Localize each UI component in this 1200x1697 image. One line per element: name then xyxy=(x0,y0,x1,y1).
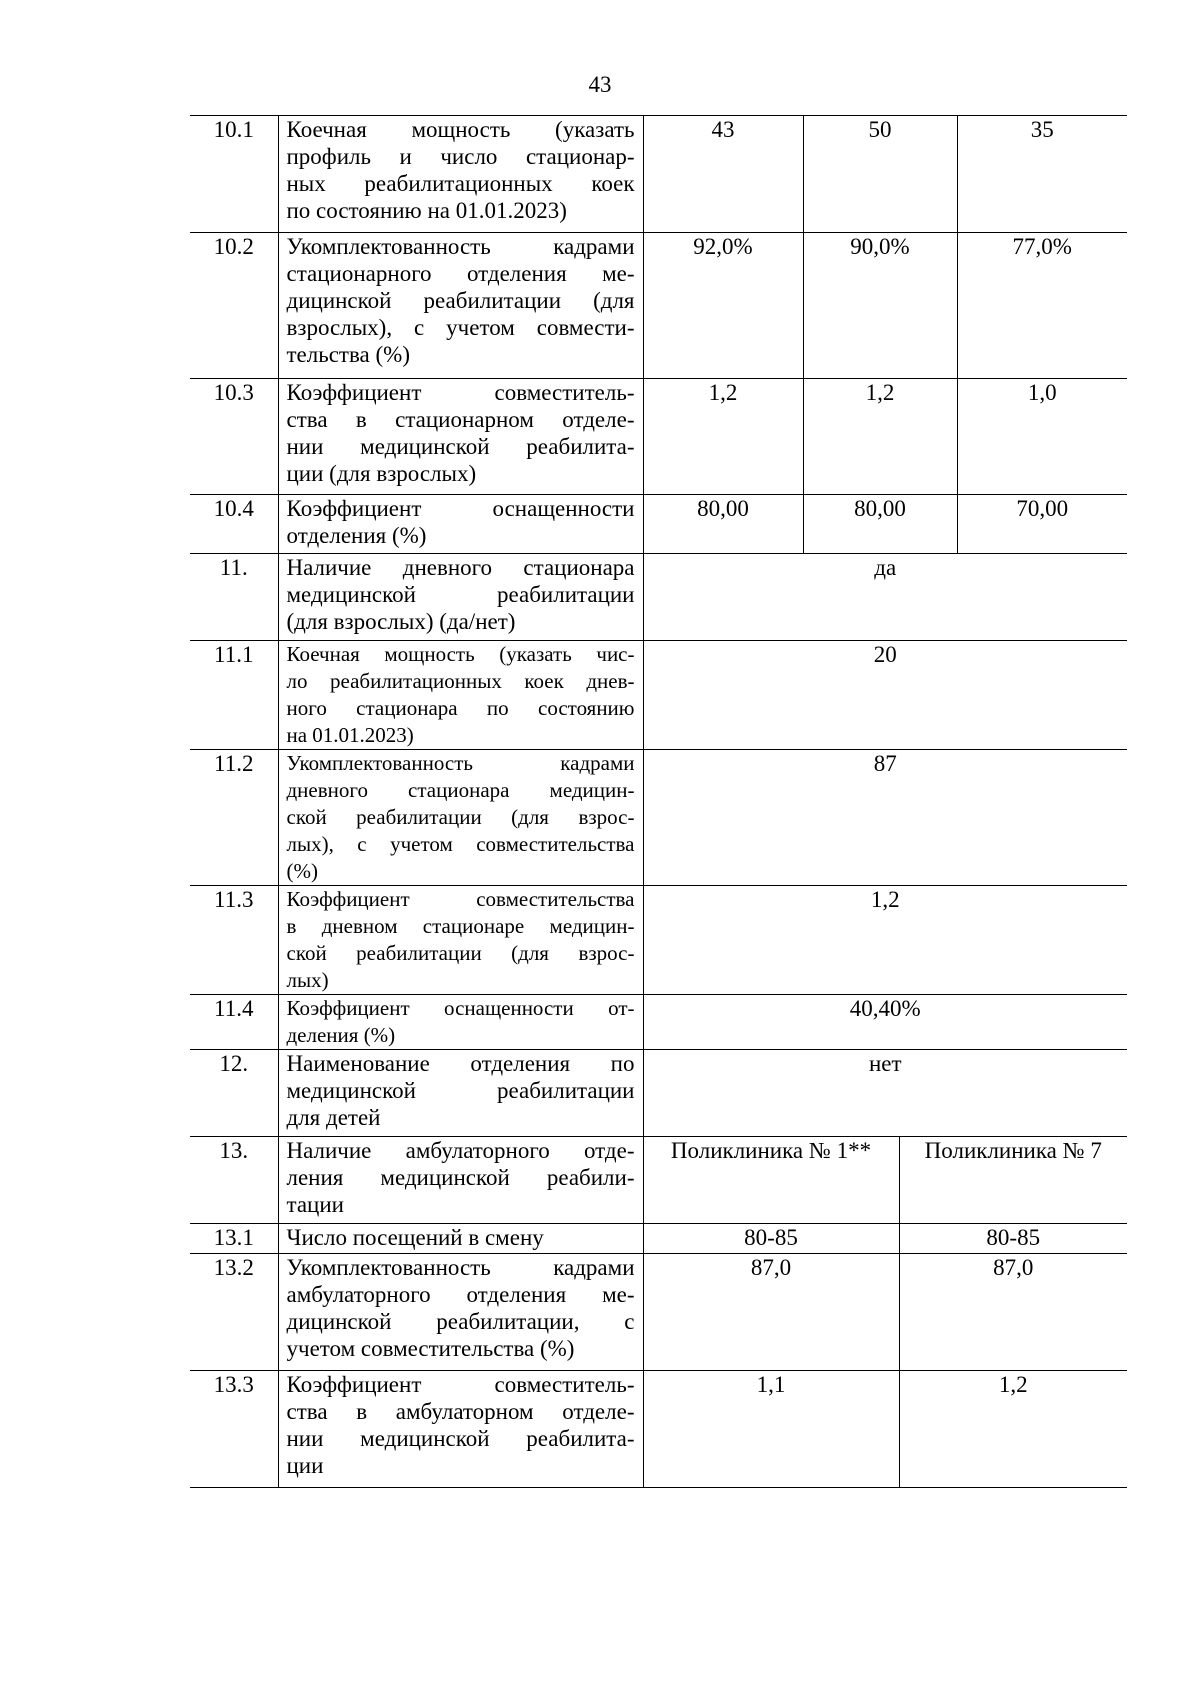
row-description: Укомплектованность кадрами дневного стационара медицин- ской реабилитации (для взрос- лых), с учетом совместительства (%) xyxy=(278,750,643,886)
value-cell: 1,2 xyxy=(803,379,957,495)
table-row xyxy=(190,495,1127,554)
table-row xyxy=(190,886,1127,995)
table-row xyxy=(190,233,1127,379)
value-cell: Поликлиника № 7 xyxy=(899,1137,1127,1224)
table-row xyxy=(190,554,1127,641)
table-row xyxy=(190,1050,1127,1137)
row-number: 11.1 xyxy=(190,641,278,750)
value-cell: 20 xyxy=(643,641,1127,750)
value-cell: 50 xyxy=(803,116,957,233)
value-cell: 80-85 xyxy=(899,1224,1127,1254)
row-number: 13.1 xyxy=(190,1224,278,1254)
value-cell: 1,2 xyxy=(643,379,803,495)
value-cell: 87,0 xyxy=(899,1254,1127,1371)
value-cell: 1,0 xyxy=(957,379,1127,495)
table-row xyxy=(190,1137,1127,1224)
row-number: 13.3 xyxy=(190,1371,278,1488)
table-row xyxy=(190,1371,1127,1488)
row-number: 10.1 xyxy=(190,116,278,233)
row-number: 11. xyxy=(190,554,278,641)
row-description: Наименование отделения по медицинской реабилитации для детей xyxy=(278,1050,643,1137)
value-cell: 1,2 xyxy=(643,886,1127,995)
value-cell: 90,0% xyxy=(803,233,957,379)
table-row xyxy=(190,379,1127,495)
value-cell: 40,40% xyxy=(643,995,1127,1050)
table-row xyxy=(190,116,1127,233)
row-description: Укомплектованность кадрами амбулаторного отделения ме- дицинской реабилитации, с учетом совместительства (%) xyxy=(278,1254,643,1371)
value-cell: Поликлиника № 1** xyxy=(643,1137,899,1224)
value-cell: да xyxy=(643,554,1127,641)
value-cell: 87 xyxy=(643,750,1127,886)
row-description: Коэффициент совместитель- ства в амбулаторном отделе- нии медицинской реабилита- ции xyxy=(278,1371,643,1488)
table-row xyxy=(190,995,1127,1050)
row-description: Коэффициент оснащенности от- деления (%) xyxy=(278,995,643,1050)
value-cell: 80,00 xyxy=(643,495,803,554)
table-row xyxy=(190,641,1127,750)
value-cell: 35 xyxy=(957,116,1127,233)
row-description: Коэффициент оснащенности отделения (%) xyxy=(278,495,643,554)
table-row xyxy=(190,1254,1127,1371)
row-description: Укомплектованность кадрами стационарного отделения ме- дицинской реабилитации (для взрослых), с учетом совмести- тельства (%) xyxy=(278,233,643,379)
row-number: 10.4 xyxy=(190,495,278,554)
row-number: 12. xyxy=(190,1050,278,1137)
value-cell: 1,2 xyxy=(899,1371,1127,1488)
row-description: Число посещений в смену xyxy=(278,1224,643,1254)
page-number: 43 xyxy=(588,72,612,97)
row-description: Коэффициент совместительства в дневном стационаре медицин- ской реабилитации (для взрос- лых) xyxy=(278,886,643,995)
row-description: Наличие дневного стационара медицинской реабилитации (для взрослых) (да/нет) xyxy=(278,554,643,641)
value-cell: 77,0% xyxy=(957,233,1127,379)
row-number: 10.2 xyxy=(190,233,278,379)
row-number: 11.4 xyxy=(190,995,278,1050)
value-cell: 87,0 xyxy=(643,1254,899,1371)
row-number: 13. xyxy=(190,1137,278,1224)
value-cell: 80,00 xyxy=(803,495,957,554)
value-cell: 43 xyxy=(643,116,803,233)
value-cell: 1,1 xyxy=(643,1371,899,1488)
table-row xyxy=(190,1224,1127,1254)
rehabilitation-data-table xyxy=(190,115,1127,1488)
row-number: 10.3 xyxy=(190,379,278,495)
table-row xyxy=(190,750,1127,886)
value-cell: нет xyxy=(643,1050,1127,1137)
row-number: 11.2 xyxy=(190,750,278,886)
row-number: 11.3 xyxy=(190,886,278,995)
value-cell: 92,0% xyxy=(643,233,803,379)
row-description: Наличие амбулаторного отде- ления медицинской реабили- тации xyxy=(278,1137,643,1224)
value-cell: 70,00 xyxy=(957,495,1127,554)
row-description: Коэффициент совместитель- ства в стационарном отделе- нии медицинской реабилита- ции (для взрослых) xyxy=(278,379,643,495)
value-cell: 80-85 xyxy=(643,1224,899,1254)
row-description: Коечная мощность (указать чис- ло реабилитационных коек днев- ного стационара по состоянию на 01.01.2023) xyxy=(278,641,643,750)
row-number: 13.2 xyxy=(190,1254,278,1371)
row-description: Коечная мощность (указать профиль и число стационар- ных реабилитационных коек по состоянию на 01.01.2023) xyxy=(278,116,643,233)
